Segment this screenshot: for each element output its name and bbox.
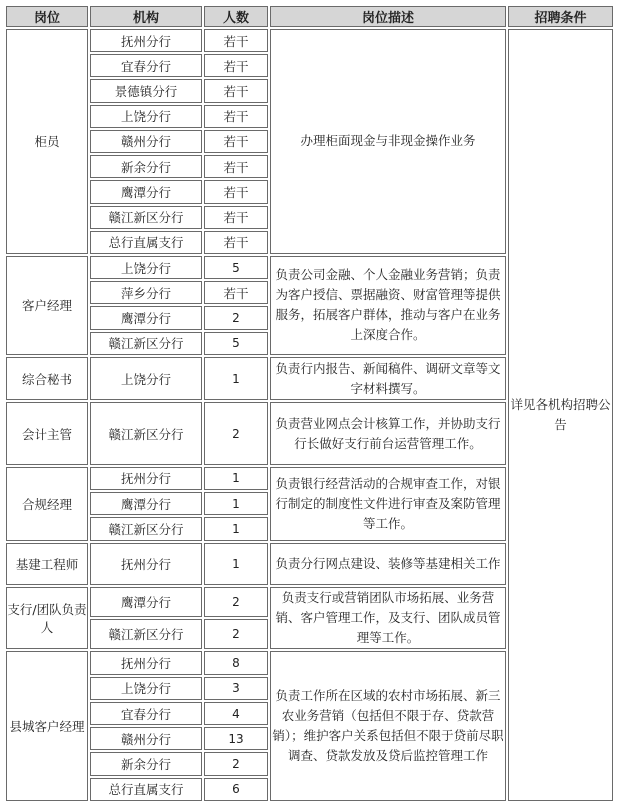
count-cell: 3 — [204, 677, 268, 700]
org-cell: 赣州分行 — [90, 130, 202, 153]
org-cell: 上饶分行 — [90, 677, 202, 700]
count-cell: 2 — [204, 587, 268, 617]
count-cell: 1 — [204, 467, 268, 490]
position-cell: 基建工程师 — [6, 543, 88, 585]
count-cell: 1 — [204, 543, 268, 585]
position-cell: 支行/团队负责人 — [6, 587, 88, 650]
position-cell: 综合秘书 — [6, 357, 88, 400]
org-cell: 赣江新区分行 — [90, 332, 202, 355]
org-cell: 总行直属支行 — [90, 231, 202, 254]
count-cell: 若干 — [204, 281, 268, 304]
count-cell: 1 — [204, 357, 268, 400]
position-cell: 县城客户经理 — [6, 651, 88, 801]
recruitment-table — [4, 4, 615, 803]
count-cell: 若干 — [204, 29, 268, 52]
position-cell: 客户经理 — [6, 256, 88, 355]
count-cell: 5 — [204, 256, 268, 279]
description-cell: 办理柜面现金与非现金操作业务 — [270, 29, 506, 254]
count-cell: 8 — [204, 651, 268, 674]
org-cell: 抚州分行 — [90, 29, 202, 52]
org-cell: 新余分行 — [90, 752, 202, 775]
org-cell: 抚州分行 — [90, 543, 202, 585]
position-cell: 柜员 — [6, 29, 88, 254]
org-cell: 宜春分行 — [90, 702, 202, 725]
count-cell: 若干 — [204, 105, 268, 128]
count-cell: 若干 — [204, 79, 268, 102]
org-cell: 上饶分行 — [90, 105, 202, 128]
count-cell: 2 — [204, 306, 268, 329]
table-row — [6, 29, 613, 52]
table-body — [6, 29, 613, 801]
header-row — [6, 6, 613, 27]
count-cell: 2 — [204, 619, 268, 649]
header-requirement: 招聘条件 — [508, 6, 613, 27]
count-cell: 若干 — [204, 155, 268, 178]
header-count: 人数 — [204, 6, 268, 27]
header-position: 岗位 — [6, 6, 88, 27]
org-cell: 萍乡分行 — [90, 281, 202, 304]
org-cell: 上饶分行 — [90, 256, 202, 279]
header-org: 机构 — [90, 6, 202, 27]
org-cell: 鹰潭分行 — [90, 306, 202, 329]
count-cell: 若干 — [204, 180, 268, 203]
count-cell: 2 — [204, 402, 268, 465]
org-cell: 上饶分行 — [90, 357, 202, 400]
org-cell: 总行直属支行 — [90, 778, 202, 801]
description-cell: 负责支行或营销团队市场拓展、业务营销、客户管理工作，及支行、团队成员管理等工作。 — [270, 587, 506, 650]
count-cell: 6 — [204, 778, 268, 801]
count-cell: 1 — [204, 517, 268, 540]
count-cell: 若干 — [204, 130, 268, 153]
count-cell: 13 — [204, 727, 268, 750]
org-cell: 赣江新区分行 — [90, 402, 202, 465]
description-cell: 负责行内报告、新闻稿件、调研文章等文字材料撰写。 — [270, 357, 506, 400]
count-cell: 若干 — [204, 206, 268, 229]
description-cell: 负责公司金融、个人金融业务营销；负责为客户授信、票据融资、财富管理等提供服务，拓展客户群体，推动与客户在业务上深度合作。 — [270, 256, 506, 355]
org-cell: 鹰潭分行 — [90, 587, 202, 617]
count-cell: 5 — [204, 332, 268, 355]
org-cell: 鹰潭分行 — [90, 180, 202, 203]
org-cell: 新余分行 — [90, 155, 202, 178]
description-cell: 负责工作所在区域的农村市场拓展、新三农业务营销（包括但不限于存、贷款营销）；维护客户关系包括但不限于贷前尽职调查、贷款发放及贷后监控管理工作 — [270, 651, 506, 801]
count-cell: 4 — [204, 702, 268, 725]
org-cell: 抚州分行 — [90, 467, 202, 490]
count-cell: 2 — [204, 752, 268, 775]
org-cell: 赣江新区分行 — [90, 206, 202, 229]
description-cell: 负责分行网点建设、装修等基建相关工作 — [270, 543, 506, 585]
org-cell: 宜春分行 — [90, 54, 202, 77]
position-cell: 会计主管 — [6, 402, 88, 465]
position-cell: 合规经理 — [6, 467, 88, 541]
count-cell: 1 — [204, 492, 268, 515]
header-desc: 岗位描述 — [270, 6, 506, 27]
description-cell: 负责营业网点会计核算工作，并协助支行行长做好支行前台运营管理工作。 — [270, 402, 506, 465]
org-cell: 赣江新区分行 — [90, 619, 202, 649]
description-cell: 负责银行经营活动的合规审查工作，对银行制定的制度性文件进行审查及案防管理等工作。 — [270, 467, 506, 541]
count-cell: 若干 — [204, 54, 268, 77]
org-cell: 赣州分行 — [90, 727, 202, 750]
count-cell: 若干 — [204, 231, 268, 254]
requirement-cell: 详见各机构招聘公告 — [508, 29, 613, 801]
org-cell: 抚州分行 — [90, 651, 202, 674]
org-cell: 鹰潭分行 — [90, 492, 202, 515]
org-cell: 赣江新区分行 — [90, 517, 202, 540]
org-cell: 景德镇分行 — [90, 79, 202, 102]
